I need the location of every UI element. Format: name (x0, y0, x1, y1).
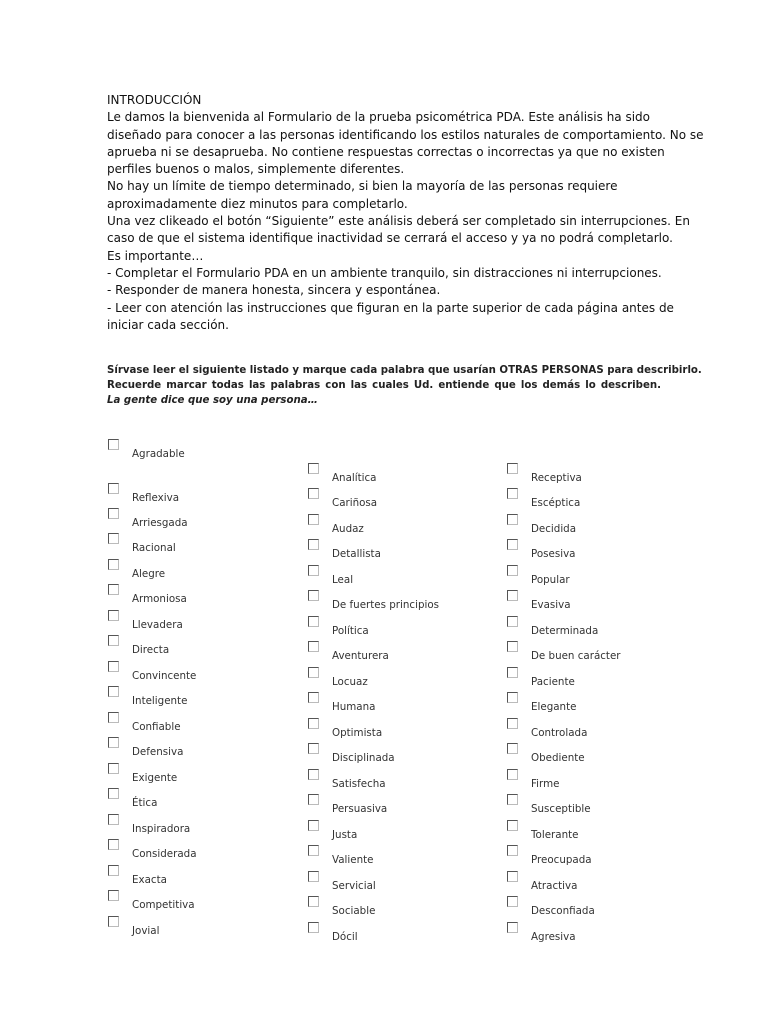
word-checkbox[interactable] (108, 916, 119, 927)
word-checkbox[interactable] (507, 616, 518, 627)
word-checkbox[interactable] (108, 865, 119, 876)
word-label: Política (332, 624, 369, 637)
instructions-subtitle: La gente dice que soy una persona… (107, 395, 318, 406)
word-checkbox[interactable] (308, 896, 319, 907)
word-checkbox[interactable] (108, 814, 119, 825)
word-label: Receptiva (531, 471, 582, 484)
word-label: Obediente (531, 751, 585, 764)
word-checkbox[interactable] (108, 508, 119, 519)
word-checkbox[interactable] (507, 922, 518, 933)
word-checkbox[interactable] (507, 769, 518, 780)
word-checkbox[interactable] (507, 871, 518, 882)
word-checkbox[interactable] (108, 788, 119, 799)
word-checkbox[interactable] (108, 890, 119, 901)
word-checkbox[interactable] (108, 610, 119, 621)
word-label: Llevadera (132, 618, 183, 631)
word-checkbox[interactable] (507, 641, 518, 652)
word-label: Persuasiva (332, 802, 388, 815)
intro-line: Es importante… (107, 248, 204, 263)
word-label: Disciplinada (332, 751, 395, 764)
word-checkbox[interactable] (108, 839, 119, 850)
word-checkbox[interactable] (308, 845, 319, 856)
word-checkbox[interactable] (507, 896, 518, 907)
word-checkbox[interactable] (108, 635, 119, 646)
word-checkbox[interactable] (507, 514, 518, 525)
word-label: Paciente (531, 675, 575, 688)
word-label: Reflexiva (132, 491, 180, 504)
word-checkbox[interactable] (108, 763, 119, 774)
word-label: Sociable (332, 904, 376, 917)
word-label: Agradable (132, 447, 185, 460)
word-checkbox[interactable] (308, 463, 319, 474)
word-checkbox[interactable] (108, 533, 119, 544)
word-checkbox[interactable] (108, 584, 119, 595)
word-checkbox[interactable] (108, 661, 119, 672)
word-label: Valiente (332, 853, 374, 866)
word-checkbox[interactable] (108, 686, 119, 697)
word-checkbox[interactable] (308, 692, 319, 703)
word-label: Analítica (332, 471, 377, 484)
word-label: Confiable (132, 720, 181, 733)
word-label: Exacta (132, 873, 167, 886)
word-label: Alegre (132, 567, 166, 580)
word-label: Racional (132, 541, 176, 554)
intro-line: diseñado para conocer a las personas identificando los estilos naturales de comportamiento. No se (107, 127, 704, 142)
word-label: Escéptica (531, 496, 581, 509)
intro-line: - Leer con atención las instrucciones que figuran en la parte superior de cada página antes de (107, 300, 674, 315)
word-checkbox[interactable] (108, 712, 119, 723)
word-checkbox[interactable] (507, 718, 518, 729)
word-checkbox[interactable] (308, 590, 319, 601)
word-label: Tolerante (531, 828, 579, 841)
intro-heading: INTRODUCCIÓN (107, 93, 202, 107)
word-checkbox[interactable] (308, 769, 319, 780)
instructions-line-1: Sírvase leer el siguiente listado y marque cada palabra que usarían OTRAS PERSONAS para describirlo. (107, 365, 702, 376)
word-label: Dócil (332, 930, 358, 943)
word-label: Elegante (531, 700, 577, 713)
word-label: Satisfecha (332, 777, 386, 790)
word-checkbox[interactable] (308, 794, 319, 805)
word-label: Atractiva (531, 879, 578, 892)
word-label: Detallista (332, 547, 381, 560)
word-checkbox[interactable] (308, 820, 319, 831)
word-checkbox[interactable] (507, 463, 518, 474)
word-label: Directa (132, 643, 170, 656)
word-checkbox[interactable] (308, 616, 319, 627)
introduction-text (107, 92, 704, 334)
word-label: Inspiradora (132, 822, 191, 835)
intro-line: aproximadamente diez minutos para completarlo. (107, 196, 408, 211)
intro-line: Le damos la bienvenida al Formulario de la prueba psicométrica PDA. Este análisis ha sido (107, 110, 651, 125)
word-checkbox[interactable] (308, 514, 319, 525)
word-checkbox[interactable] (507, 820, 518, 831)
word-label: Aventurera (332, 649, 389, 662)
word-label: Audaz (332, 522, 364, 535)
word-label: Servicial (332, 879, 376, 892)
word-label: Convincente (132, 669, 197, 682)
word-label: Armoniosa (132, 592, 187, 605)
word-checkbox[interactable] (108, 559, 119, 570)
intro-line: aprueba ni se desaprueba. No contiene respuestas correctas o incorrectas ya que no existen (107, 144, 665, 159)
word-label: Controlada (531, 726, 588, 739)
word-checkbox[interactable] (507, 743, 518, 754)
word-label: Firme (531, 777, 560, 790)
word-checkbox[interactable] (308, 743, 319, 754)
intro-line: caso de que el sistema identifique inactividad se cerrará el acceso y ya no podrá completarlo. (107, 231, 673, 246)
word-label: Cariñosa (332, 496, 378, 509)
word-checkbox[interactable] (108, 439, 119, 450)
intro-line: - Completar el Formulario PDA en un ambiente tranquilo, sin distracciones ni interrupciones. (107, 265, 662, 280)
word-checkbox[interactable] (308, 539, 319, 550)
word-checkbox[interactable] (507, 845, 518, 856)
word-label: Jovial (132, 924, 160, 937)
word-checkbox[interactable] (507, 692, 518, 703)
word-label: De buen carácter (531, 649, 621, 662)
word-label: Locuaz (332, 675, 368, 688)
word-checkbox[interactable] (308, 488, 319, 499)
word-checkbox[interactable] (507, 539, 518, 550)
word-checkbox[interactable] (507, 565, 518, 576)
word-checkbox[interactable] (308, 667, 319, 678)
word-label: Agresiva (531, 930, 576, 943)
word-label: Determinada (531, 624, 599, 637)
word-label: Humana (332, 700, 376, 713)
word-label: Susceptible (531, 802, 591, 815)
word-label: Ética (132, 796, 158, 809)
word-checkbox[interactable] (507, 794, 518, 805)
word-checkbox[interactable] (308, 718, 319, 729)
intro-line: iniciar cada sección. (107, 317, 229, 332)
word-checkbox[interactable] (108, 737, 119, 748)
word-checkbox[interactable] (108, 483, 119, 494)
word-checkbox[interactable] (308, 922, 319, 933)
word-label: Defensiva (132, 745, 184, 758)
word-label: Inteligente (132, 694, 188, 707)
instructions (107, 363, 702, 408)
word-label: Decidida (531, 522, 577, 535)
word-label: Arriesgada (132, 516, 188, 529)
intro-line: - Responder de manera honesta, sincera y espontánea. (107, 283, 441, 298)
word-label: Preocupada (531, 853, 592, 866)
intro-line: Una vez clikeado el botón “Siguiente” este análisis deberá ser completado sin interrupciones. En (107, 214, 690, 229)
word-checkbox[interactable] (308, 565, 319, 576)
word-checkbox[interactable] (507, 667, 518, 678)
word-label: Popular (531, 573, 570, 586)
word-label: Exigente (132, 771, 178, 784)
word-label: Leal (332, 573, 354, 586)
word-label: Competitiva (132, 898, 195, 911)
intro-line: No hay un límite de tiempo determinado, si bien la mayoría de las personas requiere (107, 179, 618, 194)
word-checkbox[interactable] (308, 641, 319, 652)
word-label: Evasiva (531, 598, 571, 611)
word-label: Desconfiada (531, 904, 595, 917)
word-label: Posesiva (531, 547, 576, 560)
word-label: Optimista (332, 726, 383, 739)
word-label: Justa (332, 828, 358, 841)
word-checkbox[interactable] (507, 488, 518, 499)
word-checkbox[interactable] (507, 590, 518, 601)
word-label: Considerada (132, 847, 197, 860)
intro-line: perfiles buenos o malos, simplemente diferentes. (107, 162, 405, 177)
word-checkbox[interactable] (308, 871, 319, 882)
instructions-line-2: Recuerde marcar todas las palabras con las cuales Ud. entiende que los demás lo describen. (107, 380, 661, 391)
word-label: De fuertes principios (332, 598, 440, 611)
